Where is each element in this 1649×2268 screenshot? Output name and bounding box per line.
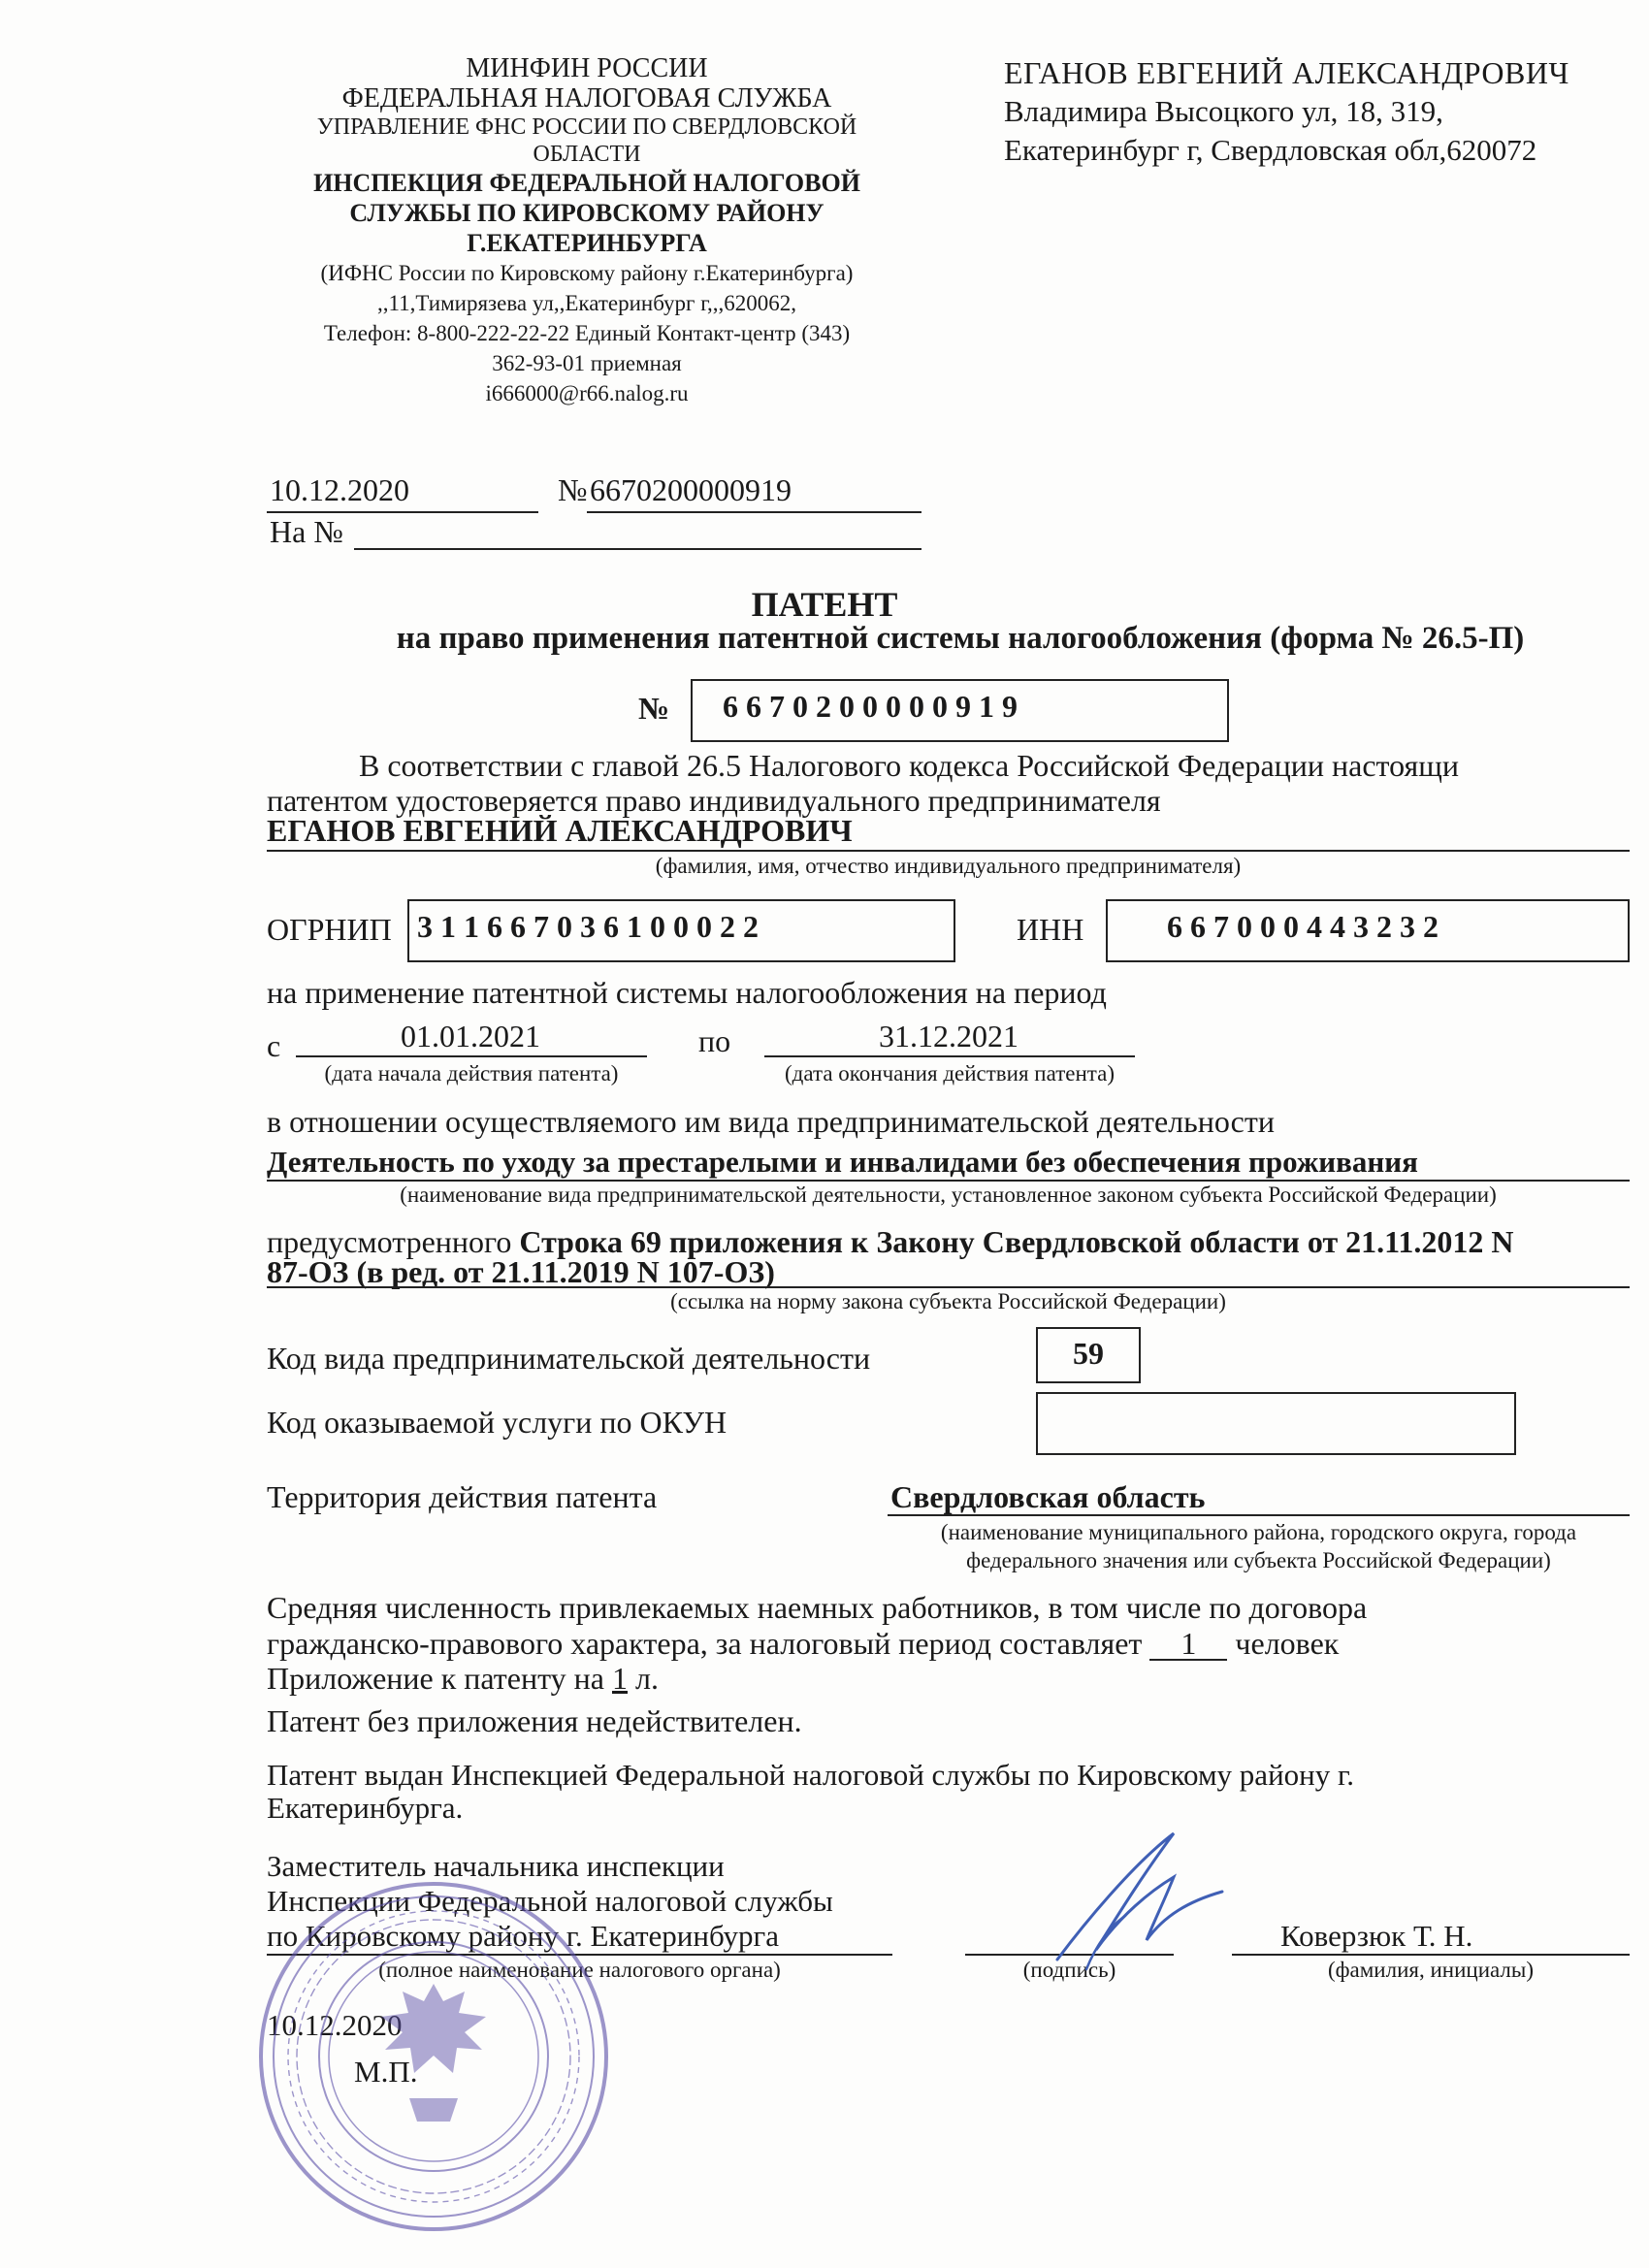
reply-label: На № [270, 514, 343, 549]
doc-date: 10.12.2020 [270, 472, 409, 507]
employees-line-2 [267, 1626, 1339, 1662]
recipient-header [1004, 53, 1625, 170]
recipient-name: ЕГАНОВ ЕВГЕНИЙ АЛЕКСАНДРОВИЧ [1004, 55, 1569, 90]
intro-line-1: В соответствии с главой 26.5 Налогового кодекса Российской Федерации настоящи [359, 748, 1459, 783]
signatory-line-1: Заместитель начальника инспекции [267, 1849, 725, 1883]
inspection-phone-2: 362-93-01 приемная [492, 351, 682, 375]
sign-date: 10.12.2020 [267, 2008, 403, 2042]
period-to-label: по [698, 1023, 731, 1058]
employees-count: 1 [1149, 1628, 1227, 1661]
patent-number-label: № [638, 691, 670, 726]
issued-line-1: Патент выдан Инспекцией Федеральной налоговой службы по Кировскому району г. [267, 1758, 1354, 1792]
okun-box [1036, 1392, 1516, 1455]
issued-line-2: Екатеринбурга. [267, 1791, 464, 1825]
activity-name: Деятельность по уходу за престарелыми и инвалидами без обеспечения проживания [267, 1145, 1418, 1179]
period-from-label: с [267, 1028, 281, 1063]
activity-intro: в отношении осуществляемого им вида предпринимательской деятельности [267, 1104, 1275, 1139]
period-intro: на применение патентной системы налогообложения на период [267, 975, 1107, 1010]
inn-label: ИНН [1017, 912, 1084, 947]
signature-icon [1028, 1824, 1242, 1979]
patent-number: 6 6 7 0 2 0 0 0 0 0 9 1 9 [723, 689, 1018, 724]
ogrnip-label: ОГРНИП [267, 912, 392, 947]
activity-code-label: Код вида предпринимательской деятельности [267, 1341, 871, 1376]
territory-value: Свердловская область [890, 1479, 1206, 1514]
doc-number-label: № [558, 472, 588, 507]
law-reference-2: 87-ОЗ (в ред. от 21.11.2019 N 107-ОЗ) [267, 1254, 775, 1289]
territory-caption-2: федерального значения или субъекта Российской Федерации) [966, 1548, 1551, 1572]
doc-subtitle: на право применения патентной системы налогообложения (форма № 26.5-П) [396, 621, 1525, 656]
period-to-caption: (дата окончания действия патента) [785, 1061, 1115, 1085]
doc-number: 6670200000919 [590, 472, 792, 507]
name-caption: (фамилия, инициалы) [1327, 1958, 1535, 1982]
intro-line-2: патентом удостоверяется право индивидуального предпринимателя [267, 783, 1161, 818]
doc-date-line [267, 511, 538, 513]
period-to: 31.12.2021 [879, 1019, 1018, 1053]
ogrnip-value: 3 1 1 6 6 7 0 3 6 1 0 0 0 2 2 [417, 909, 759, 944]
ministry-line: МИНФИН РОССИИ [466, 53, 708, 83]
signatory-line-3: по Кировскому району г. Екатеринбурга [267, 1919, 780, 1953]
inspection-line-2: СЛУЖБЫ ПО КИРОВСКОМУ РАЙОНУ [349, 199, 824, 227]
signatory-line-2: Инспекции Федеральной налоговой службы [267, 1884, 833, 1918]
law-caption: (ссылка на норму закона субъекта Российской Федерации) [670, 1289, 1226, 1313]
inspection-email: i666000@r66.nalog.ru [485, 381, 689, 405]
reply-line [354, 548, 922, 550]
department-line: УПРАВЛЕНИЕ ФНС РОССИИ ПО СВЕРДЛОВСКОЙ [316, 114, 857, 140]
period-to-line [764, 1055, 1135, 1057]
inspection-short-name: (ИФНС России по Кировскому району г.Екатеринбурга) [320, 261, 854, 285]
entrepreneur-caption: (фамилия, имя, отчество индивидуального предпринимателя) [655, 854, 1242, 878]
name-line [1232, 1954, 1630, 1956]
service-line: ФЕДЕРАЛЬНАЯ НАЛОГОВАЯ СЛУЖБА [341, 83, 832, 113]
appendix-prefix: Приложение к патенту на [267, 1661, 604, 1696]
department-line-2: ОБЛАСТИ [533, 142, 641, 167]
period-from: 01.01.2021 [401, 1019, 540, 1053]
recipient-address-2: Екатеринбург г, Свердловская обл,620072 [1004, 133, 1537, 167]
invalid-note: Патент без приложения недействителен. [267, 1703, 802, 1738]
inspection-line-3: Г.ЕКАТЕРИНБУРГА [467, 229, 707, 257]
territory-label: Территория действия патента [267, 1479, 658, 1514]
org-caption: (полное наименование налогового органа) [378, 1958, 781, 1982]
inspection-address: ,,11,Тимирязева ул,,Екатеринбург г,,,620062, [376, 291, 797, 315]
activity-caption: (наименование вида предпринимательской деятельности, установленное законом субъекта Российской Федерации) [400, 1183, 1497, 1207]
issuer-header [262, 53, 912, 408]
seal-label: М.П. [354, 2055, 418, 2089]
law-reference-1: Строка 69 приложения к Закону Свердловской области от 21.11.2012 N [519, 1224, 1514, 1259]
signatory-name: Коверзюк Т. Н. [1280, 1919, 1473, 1953]
activity-line [267, 1180, 1630, 1182]
doc-number-line [587, 511, 922, 513]
official-stamp [254, 1877, 613, 2236]
signature-caption: (подпись) [1022, 1958, 1116, 1982]
territory-caption-1: (наименование муниципального района, городского округа, города [940, 1520, 1577, 1544]
employees-line-2-prefix: гражданско-правового характера, за налоговый период составляет [267, 1626, 1143, 1661]
entrepreneur-line [267, 850, 1630, 852]
eagle-emblem-icon [381, 1984, 486, 2122]
entrepreneur-name: ЕГАНОВ ЕВГЕНИЙ АЛЕКСАНДРОВИЧ [267, 813, 853, 848]
appendix-line [267, 1661, 659, 1697]
okun-label: Код оказываемой услуги по ОКУН [267, 1405, 728, 1440]
law-prefix-text: предусмотренного [267, 1224, 512, 1259]
inn-value: 6 6 7 0 0 0 4 4 3 2 3 2 [1167, 909, 1439, 944]
inspection-phone-1: Телефон: 8-800-222-22-22 Единый Контакт-центр (343) [323, 321, 851, 345]
employees-line-1: Средняя численность привлекаемых наемных работников, в том числе по договора [267, 1590, 1368, 1625]
period-from-caption: (дата начала действия патента) [324, 1061, 619, 1085]
activity-code: 59 [1073, 1336, 1104, 1371]
law-line [267, 1286, 1630, 1288]
period-from-line [296, 1055, 647, 1057]
recipient-address-1: Владимира Высоцкого ул, 18, 319, [1004, 94, 1443, 128]
appendix-count: 1 [612, 1661, 628, 1696]
appendix-suffix: л. [635, 1661, 659, 1696]
territory-line [888, 1514, 1630, 1516]
inspection-line-1: ИНСПЕКЦИЯ ФЕДЕРАЛЬНОЙ НАЛОГОВОЙ [313, 169, 860, 197]
doc-title: ПАТЕНТ [751, 585, 898, 624]
employees-line-2-suffix: человек [1235, 1626, 1340, 1661]
